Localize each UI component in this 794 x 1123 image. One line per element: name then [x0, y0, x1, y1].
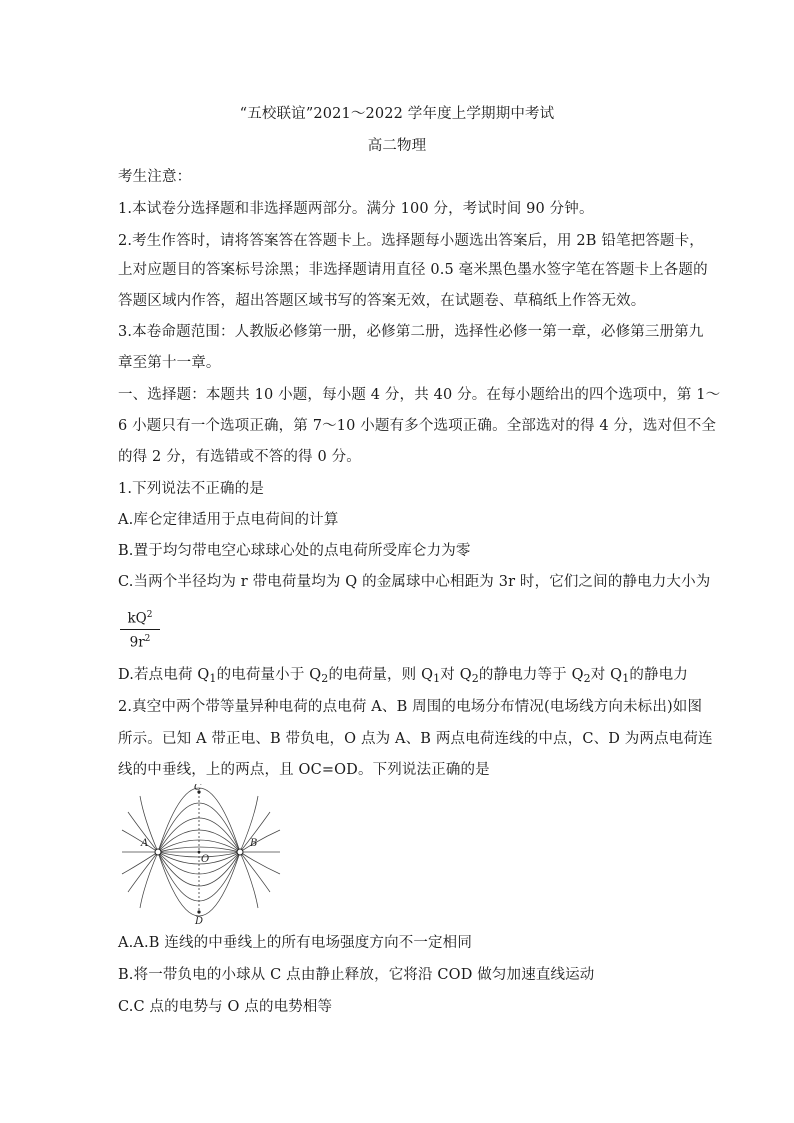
question-2-option-a: A.A.B 连线的中垂线上的所有电场强度方向不一定相同	[118, 935, 472, 951]
question-2-stem-line-1: 2.真空中两个带等量异种电荷的点电荷 A、B 周围的电场分布情况(电场线方向未标出)如图	[118, 699, 703, 715]
question-1-stem: 1.下列说法不正确的是	[118, 481, 264, 497]
notice-item-3-line-2: 章至第十一章。	[118, 355, 221, 371]
question-1-option-a: A.库仑定律适用于点电荷间的计算	[118, 512, 339, 528]
question-2-stem-line-2: 所示。已知 A 带正电、B 带负电，O 点为 A、B 两点电荷连线的中点，C、D 为两点电荷连	[118, 731, 713, 747]
notice-item-1: 1.本试卷分选择题和非选择题两部分。满分 100 分，考试时间 90 分钟。	[118, 201, 594, 217]
field-lines	[122, 788, 280, 916]
notice-item-3-line-1: 3.本卷命题范围：人教版必修第一册，必修第二册，选择性必修一第一章，必修第三册第九	[118, 324, 704, 340]
question-1-option-c: C.当两个半径均为 r 带电荷量均为 Q 的金属球中心相距为 3r 时，它们之间的静电力大小为	[118, 574, 711, 590]
label-b: B	[250, 838, 258, 849]
fraction-denominator: $9r^2$	[129, 633, 151, 650]
question-1-option-d: D.若点电荷 $Q_1$的电荷量小于 $Q_2$的电荷量，则 $Q_1$对 $Q_2$的静电力等于 $Q_2$对 $Q_1$的静电力	[118, 667, 688, 685]
section-1-line-2: 6 小题只有一个选项正确，第 7～10 小题有多个选项正确。全部选对的得 4 分，选对但不全	[118, 418, 717, 434]
question-2-stem-line-3: 线的中垂线，上的两点，且 OC=OD。下列说法正确的是	[118, 762, 490, 778]
question-1-option-b: B.置于均匀带电空心球球心处的点电荷所受库仑力为零	[118, 543, 471, 559]
section-1-line-1: 一、选择题：本题共 10 小题，每小题 4 分，共 40 分。在每小题给出的四个选项中，第 1～	[118, 387, 721, 403]
charge-b	[237, 849, 243, 855]
coulomb-fraction	[120, 606, 160, 651]
electric-field-diagram	[120, 784, 282, 926]
charge-a	[155, 849, 161, 855]
notice-item-2-line-2: 上对应题目的答案标号涂黑；非选择题请用直径 0.5 毫米黑色墨水签字笔在答题卡上各题的	[118, 262, 708, 278]
section-1-line-3: 的得 2 分，有选错或不答的得 0 分。	[118, 449, 361, 465]
subject-title: 高二物理	[367, 138, 427, 154]
label-o: O	[201, 854, 210, 865]
notice-heading: 考生注意：	[118, 169, 192, 185]
notice-item-2-line-1: 2.考生作答时，请将答案答在答题卡上。选择题每小题选出答案后，用 2B 铅笔把答题卡，	[118, 233, 704, 249]
question-2-option-c: C.C 点的电势与 O 点的电势相等	[118, 999, 333, 1015]
notice-item-2-line-3: 答题区域内作答，超出答题区域书写的答案无效，在试题卷、草稿纸上作答无效。	[118, 293, 646, 309]
question-2-option-b: B.将一带负电的小球从 C 点由静止释放，它将沿 COD 做匀加速直线运动	[118, 967, 595, 983]
point-d	[197, 910, 200, 913]
label-c: C	[194, 784, 202, 793]
label-a: A	[141, 838, 149, 849]
exam-title: “五校联谊”2021～2022 学年度上学期期中考试	[239, 106, 555, 122]
point-o	[198, 851, 201, 854]
fraction-numerator: $kQ^2$	[120, 606, 160, 630]
label-d: D	[195, 916, 204, 926]
